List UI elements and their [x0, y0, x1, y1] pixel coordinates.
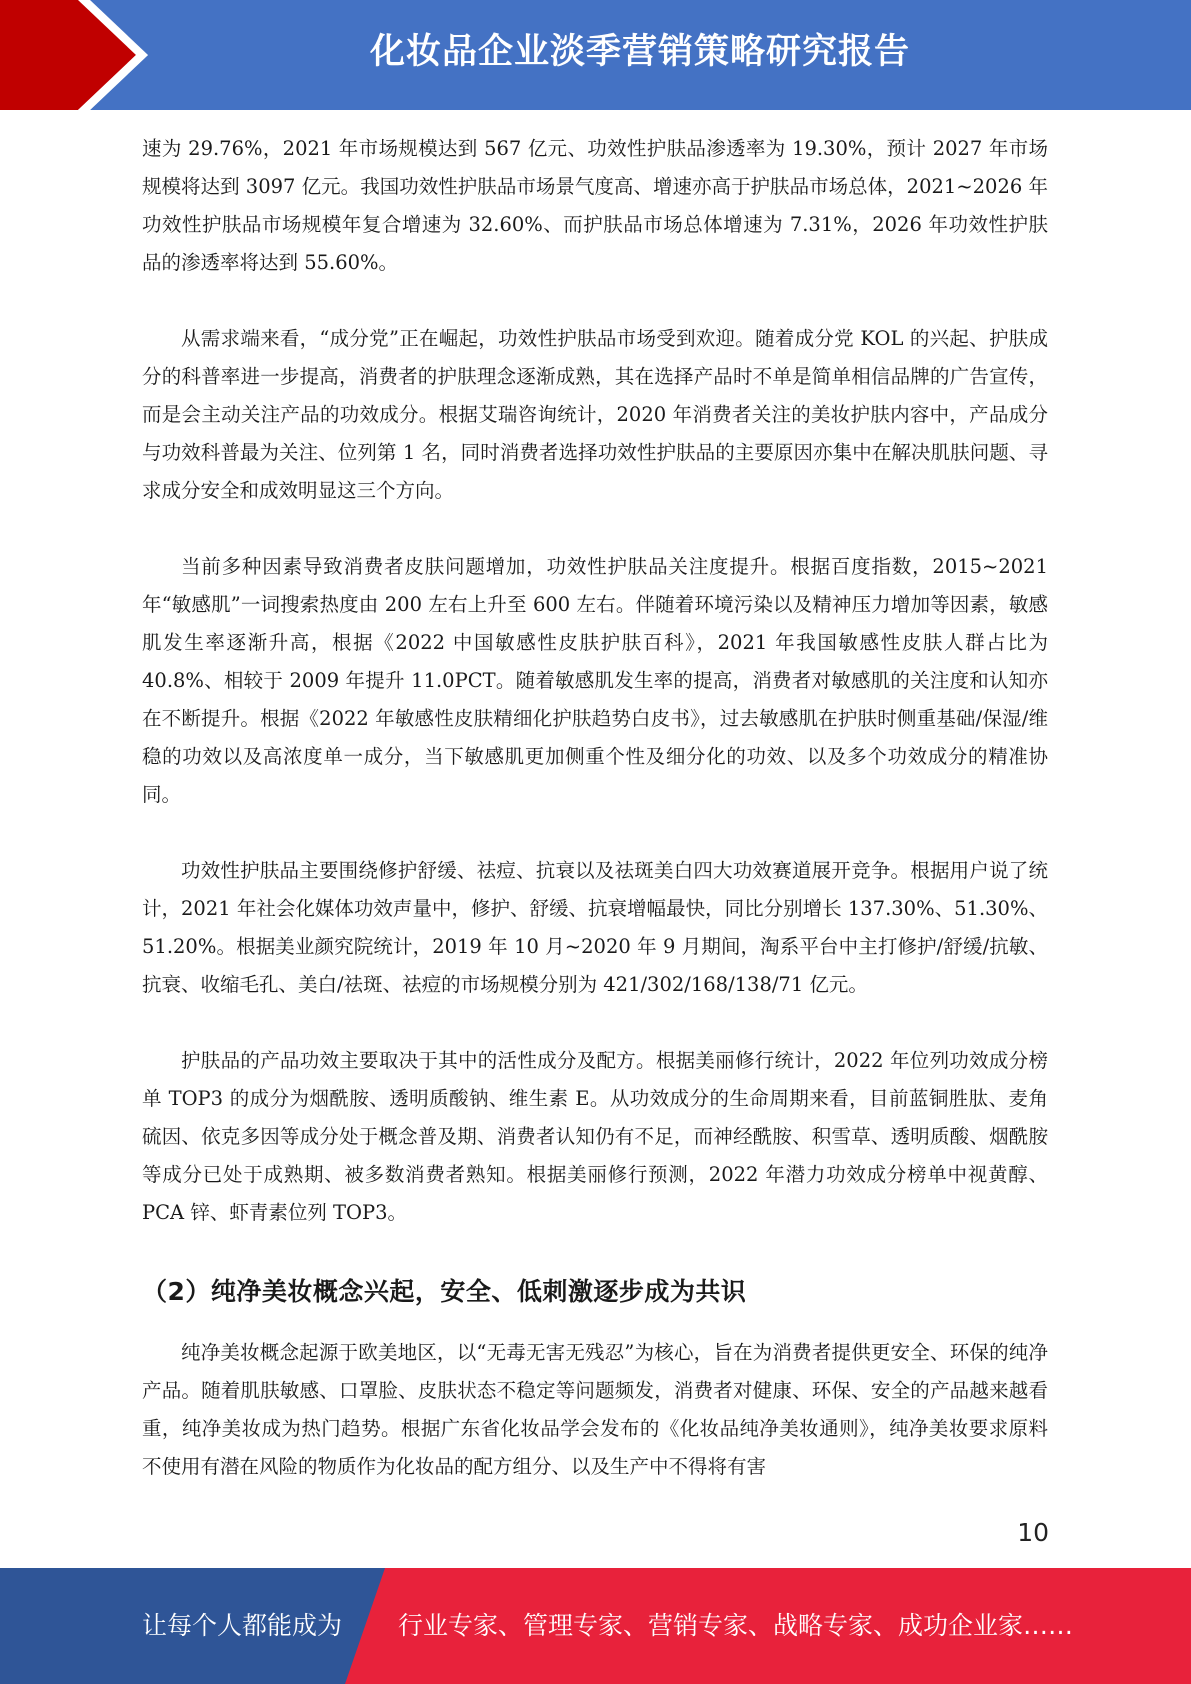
- paragraph-2: 从需求端来看，“成分党”正在崛起，功效性护肤品市场受到欢迎。随着成分党 KOL 的兴起、护肤成分的科普率进一步提高，消费者的护肤理念逐渐成熟，其在选择产品时不单是简单相信品牌的广告宣传，而是会主动关注产品的功效成分。根据艾瑞咨询统计，2020 年消费者关注的美妆护肤内容中，产品成分与功效科普最为关注、位列第 1 名，同时消费者选择功效性护肤品的主要原因亦集中在解决肌肤问题、寻求成分安全和成效明显这三个方向。: [142, 327, 1048, 502]
- header-arrow-decoration: [0, 0, 160, 110]
- main-content: [142, 130, 1048, 1524]
- footer-slogan-right: 行业专家、管理专家、营销专家、战略专家、成功企业家……: [398, 1611, 1074, 1640]
- report-title: 化妆品企业淡季营销策略研究报告: [369, 32, 910, 72]
- section-heading: （2）纯净美妆概念兴起，安全、低刺激逐步成为共识: [142, 1277, 747, 1306]
- page-header: [0, 0, 1191, 110]
- paragraph-5: 护肤品的产品功效主要取决于其中的活性成分及配方。根据美丽修行统计，2022 年位列功效成分榜单 TOP3 的成分为烟酰胺、透明质酸钠、维生素 E。从功效成分的生命周期来看，目前蓝铜胜肽、麦角硫因、依克多因等成分处于概念普及期、消费者认知仍有不足，而神经酰胺、积雪草、透明质酸、烟酰胺等成分已处于成熟期、被多数消费者熟知。根据美丽修行预测，2022 年潜力功效成分榜单中视黄醇、PCA 锌、虾青素位列 TOP3。: [142, 1049, 1048, 1224]
- page-number: 10: [1017, 1518, 1049, 1547]
- paragraph-4: 功效性护肤品主要围绕修护舒缓、祛痘、抗衰以及祛斑美白四大功效赛道展开竞争。根据用户说了统计，2021 年社会化媒体功效声量中，修护、舒缓、抗衰增幅最快，同比分别增长 137.30%、51.30%、51.20%。根据美业颜究院统计，2019 年 10 月~2020 年 9 月期间，淘系平台中主打修护/舒缓/抗敏、抗衰、收缩毛孔、美白/祛斑、祛痘的市场规模分别为 421/302/168/138/71 亿元。: [142, 859, 1048, 996]
- paragraph-3: 当前多种因素导致消费者皮肤问题增加，功效性护肤品关注度提升。根据百度指数，2015~2021 年“敏感肌”一词搜索热度由 200 左右上升至 600 左右。伴随着环境污染以及精神压力增加等因素，敏感肌发生率逐渐升高，根据《2022 中国敏感性皮肤护肤百科》，2021 年我国敏感性皮肤人群占比为 40.8%、相较于 2009 年提升 11.0PCT。随着敏感肌发生率的提高，消费者对敏感肌的关注度和认知亦在不断提升。根据《2022 年敏感性皮肤精细化护肤趋势白皮书》，过去敏感肌在护肤时侧重基础/保湿/维稳的功效以及高浓度单一成分，当下敏感肌更加侧重个性及细分化的功效、以及多个功效成分的精准协同。: [142, 555, 1048, 806]
- page-footer: [0, 1568, 1191, 1684]
- section-paragraph: 纯净美妆概念起源于欧美地区，以“无毒无害无残忍”为核心，旨在为消费者提供更安全、环保的纯净产品。随着肌肤敏感、口罩脸、皮肤状态不稳定等问题频发，消费者对健康、环保、安全的产品越来越看重，纯净美妆成为热门趋势。根据广东省化妆品学会发布的《化妆品纯净美妆通则》，纯净美妆要求原料不使用有潜在风险的物质作为化妆品的配方组分、以及生产中不得将有害: [142, 1341, 1048, 1478]
- footer-slogan-left: 让每个人都能成为: [142, 1611, 343, 1640]
- paragraph-1: 速为 29.76%，2021 年市场规模达到 567 亿元、功效性护肤品渗透率为 19.30%，预计 2027 年市场规模将达到 3097 亿元。我国功效性护肤品市场景气度高、增速亦高于护肤品市场总体，2021~2026 年功效性护肤品市场规模年复合增速为 32.60%、而护肤品市场总体增速为 7.31%，2026 年功效性护肤品的渗透率将达到 55.60%。: [142, 137, 1048, 274]
